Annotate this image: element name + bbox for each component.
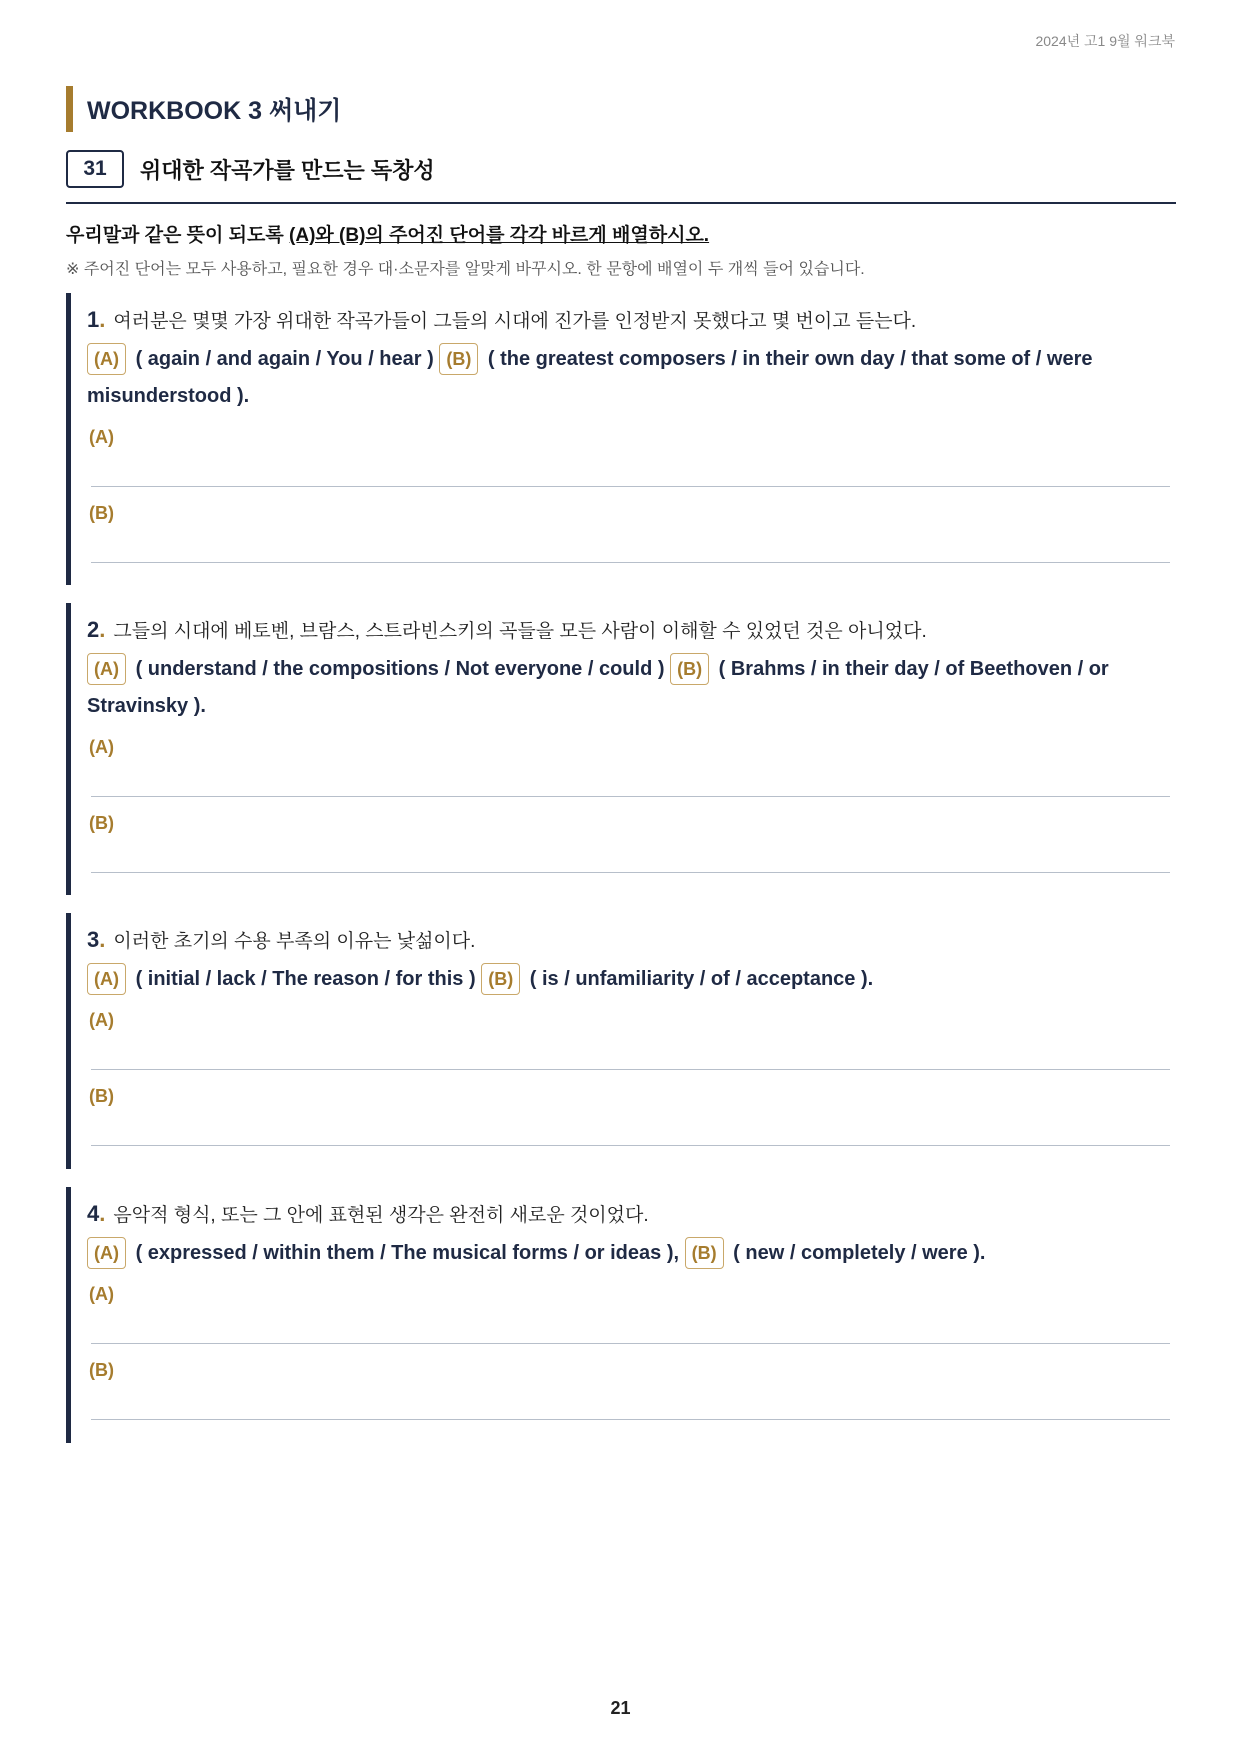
question-dot: . <box>99 927 106 952</box>
question-dot: . <box>99 307 106 332</box>
answer-field-a[interactable] <box>87 998 1176 1074</box>
answer-field-b[interactable] <box>87 1074 1176 1150</box>
answer-line <box>91 562 1170 563</box>
tag-b: (B) <box>439 343 478 375</box>
unit-number-box: 31 <box>66 150 124 188</box>
answer-line <box>91 796 1170 797</box>
question-dot: . <box>99 617 106 642</box>
answer-b-label: (B) <box>89 813 114 833</box>
answer-line <box>91 486 1170 487</box>
instruction-note: ※ 주어진 단어는 모두 사용하고, 필요한 경우 대·소문자를 알맞게 바꾸시오. 한 문항에 배열이 두 개씩 들어 있습니다. <box>66 261 865 278</box>
answer-a-label: (A) <box>89 737 114 757</box>
answer-field-a[interactable] <box>87 1272 1176 1348</box>
words-b: ( is / unfamiliarity / of / acceptance ). <box>529 968 874 990</box>
answer-line <box>91 1419 1170 1420</box>
words-a: ( initial / lack / The reason / for this ) <box>135 968 476 990</box>
question-korean: 그들의 시대에 베토벤, 브람스, 스트라빈스키의 곡들을 모든 사람이 이해할 수 있었던 것은 아니었다. <box>113 621 927 642</box>
answer-b-label: (B) <box>89 503 114 523</box>
section-title: WORKBOOK 3 써내기 <box>66 86 341 132</box>
answer-line <box>91 1343 1170 1344</box>
question-number: 4 <box>87 1201 100 1226</box>
unit-header <box>66 148 1176 204</box>
instruction <box>66 220 709 247</box>
question-number: 2 <box>87 617 100 642</box>
answer-field-a[interactable] <box>87 415 1176 491</box>
question-3 <box>66 913 1176 1169</box>
question-number: 3 <box>87 927 100 952</box>
tag-a: (A) <box>87 963 126 995</box>
page-number: 21 <box>610 1698 631 1718</box>
words-a: ( again / and again / You / hear ) <box>135 348 434 370</box>
tag-b: (B) <box>670 653 709 685</box>
tag-a: (A) <box>87 343 126 375</box>
answer-field-b[interactable] <box>87 801 1176 877</box>
answer-a-label: (A) <box>89 427 114 447</box>
unit-title: 위대한 작곡가를 만드는 독창성 <box>140 157 435 183</box>
tag-a: (A) <box>87 1237 126 1269</box>
words-a: ( expressed / within them / The musical forms / or ideas ), <box>135 1242 680 1264</box>
words-a: ( understand / the compositions / Not everyone / could ) <box>135 658 665 680</box>
question-1 <box>66 293 1176 585</box>
question-4 <box>66 1187 1176 1443</box>
question-korean: 여러분은 몇몇 가장 위대한 작곡가들이 그들의 시대에 진가를 인정받지 못했다고 몇 번이고 듣는다. <box>113 311 917 332</box>
question-dot: . <box>99 1201 106 1226</box>
answer-field-b[interactable] <box>87 1348 1176 1424</box>
words-b: ( the greatest composers / in their own day / that some of / were misunderstood ). <box>87 348 1093 407</box>
answer-line <box>91 1069 1170 1070</box>
tag-a: (A) <box>87 653 126 685</box>
answer-field-a[interactable] <box>87 725 1176 801</box>
question-number: 1 <box>87 307 100 332</box>
question-korean: 이러한 초기의 수용 부족의 이유는 낯섦이다. <box>113 931 476 952</box>
answer-line <box>91 872 1170 873</box>
header-workbook-label: 2024년 고1 9월 워크북 <box>1035 33 1175 49</box>
tag-b: (B) <box>481 963 520 995</box>
answer-field-b[interactable] <box>87 491 1176 567</box>
answer-a-label: (A) <box>89 1284 114 1304</box>
answer-a-label: (A) <box>89 1010 114 1030</box>
words-b: ( Brahms / in their day / of Beethoven / or Stravinsky ). <box>87 658 1109 717</box>
answer-b-label: (B) <box>89 1360 114 1380</box>
instruction-underlined: (A)와 (B)의 주어진 단어를 각각 바르게 배열하시오. <box>289 225 710 246</box>
answer-b-label: (B) <box>89 1086 114 1106</box>
words-b: ( new / completely / were ). <box>733 1242 986 1264</box>
question-2 <box>66 603 1176 895</box>
tag-b: (B) <box>685 1237 724 1269</box>
question-korean: 음악적 형식, 또는 그 안에 표현된 생각은 완전히 새로운 것이었다. <box>113 1205 649 1226</box>
instruction-prefix: 우리말과 같은 뜻이 되도록 <box>66 225 290 246</box>
answer-line <box>91 1145 1170 1146</box>
